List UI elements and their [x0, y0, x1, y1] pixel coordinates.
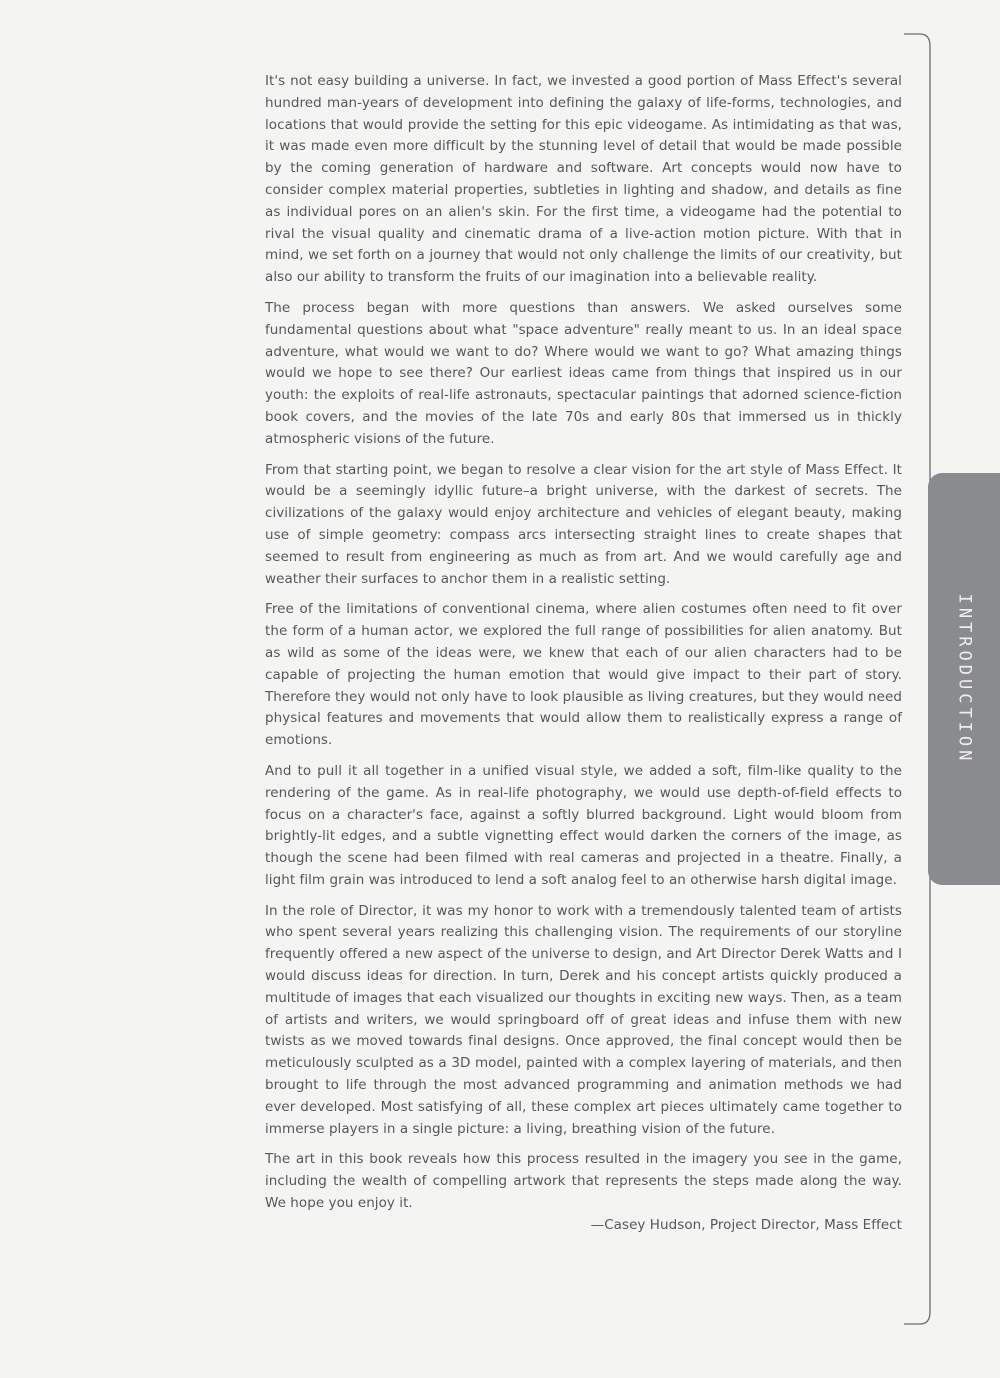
- paragraph: In the role of Director, it was my honor to work with a tremendously talented team of artists who spent several years realizing this challenging vision. The requirements of our storyline frequently offered a new aspect of the universe to design, and Art Director Derek Watts and I would discuss ideas for direction. In turn, Derek and his concept artists quickly produced a multitude of images that each visualized our thoughts in exciting new ways. Then, as a team of artists and writers, we would springboard off of great ideas and infuse them with new twists as we moved towards final designs. Once approved, the final concept would then be meticulously sculpted as a 3D model, painted with a complex layering of materials, and then brought to life through the most advanced programming and animation methods we had ever developed. Most satisfying of all, these complex art pieces ultimately came together to immerse players in a single picture: a living, breathing vision of the future.: [265, 902, 902, 1137]
- paragraph: The process began with more questions than answers. We asked ourselves some fundamental questions about what "space adventure" really meant to us. In an ideal space adventure, what would we want to do? Where would we want to go? What amazing things would we hope to see there? Our earliest ideas came from things that inspired us in our youth: the exploits of real-life astronauts, spectacular paintings that adorned science-fiction book covers, and the movies of the late 70s and early 80s that immersed us in thickly atmospheric visions of the future.: [265, 299, 902, 447]
- introduction-text: [265, 71, 902, 1246]
- paragraph: From that starting point, we began to resolve a clear vision for the art style of Mass Effect. It would be a seemingly idyllic future–a bright universe, with the darkest of secrets. The civilizations of the galaxy would enjoy architecture and vehicles of elegant beauty, making use of simple geometry: compass arcs intersecting straight lines to create shapes that seemed to result from engineering as much as from art. And we would carefully age and weather their surfaces to anchor them in a realistic setting.: [265, 461, 902, 587]
- section-tab: [928, 473, 1000, 885]
- paragraph: Free of the limitations of conventional cinema, where alien costumes often need to fit over the form of a human actor, we explored the full range of possibilities for alien anatomy. But as wild as some of the ideas were, we knew that each of our alien characters had to be capable of projecting the human emotion that would give impact to their part of story. Therefore they would not only have to look plausible as living creatures, but they would need physical features and movements that would allow them to realistically express a range of emotions.: [265, 601, 902, 749]
- paragraph: It's not easy building a universe. In fact, we invested a good portion of Mass Effect's several hundred man-years of development into defining the galaxy of life-forms, technologies, and locations that would provide the setting for this epic videogame. As intimidating as that was, it was made even more difficult by the stunning level of detail that would be made possible by the coming generation of hardware and software. Art concepts would now have to consider complex material properties, subtleties in lighting and shadow, and details as fine as individual pores on an alien's skin. For the first time, a videogame had the potential to rival the visual quality and cinematic drama of a live-action motion picture. With that in mind, we set forth on a journey that would not only challenge the limits of our creativity, but also our ability to transform the fruits of our imagination into a believable reality.: [265, 73, 902, 286]
- paragraph: And to pull it all together in a unified visual style, we added a soft, film-like quality to the rendering of the game. As in real-life photography, we would use depth-of-field effects to focus on a character's face, against a softly blurred background. Light would bloom from brightly-lit edges, and a subtle vignetting effect would darken the corners of the image, as though the scene had been filmed with real cameras and projected in a theatre. Finally, a light film grain was introduced to lend a soft analog feel to an otherwise harsh digital image.: [265, 762, 902, 888]
- signature: —Casey Hudson, Project Director, Mass Effect: [590, 1216, 902, 1233]
- section-tab-label: INTRODUCTION: [954, 593, 975, 765]
- paragraph: The art in this book reveals how this process resulted in the imagery you see in the game, including the wealth of compelling artwork that represents the steps made along the way. We hope you enjoy it.: [265, 1151, 902, 1212]
